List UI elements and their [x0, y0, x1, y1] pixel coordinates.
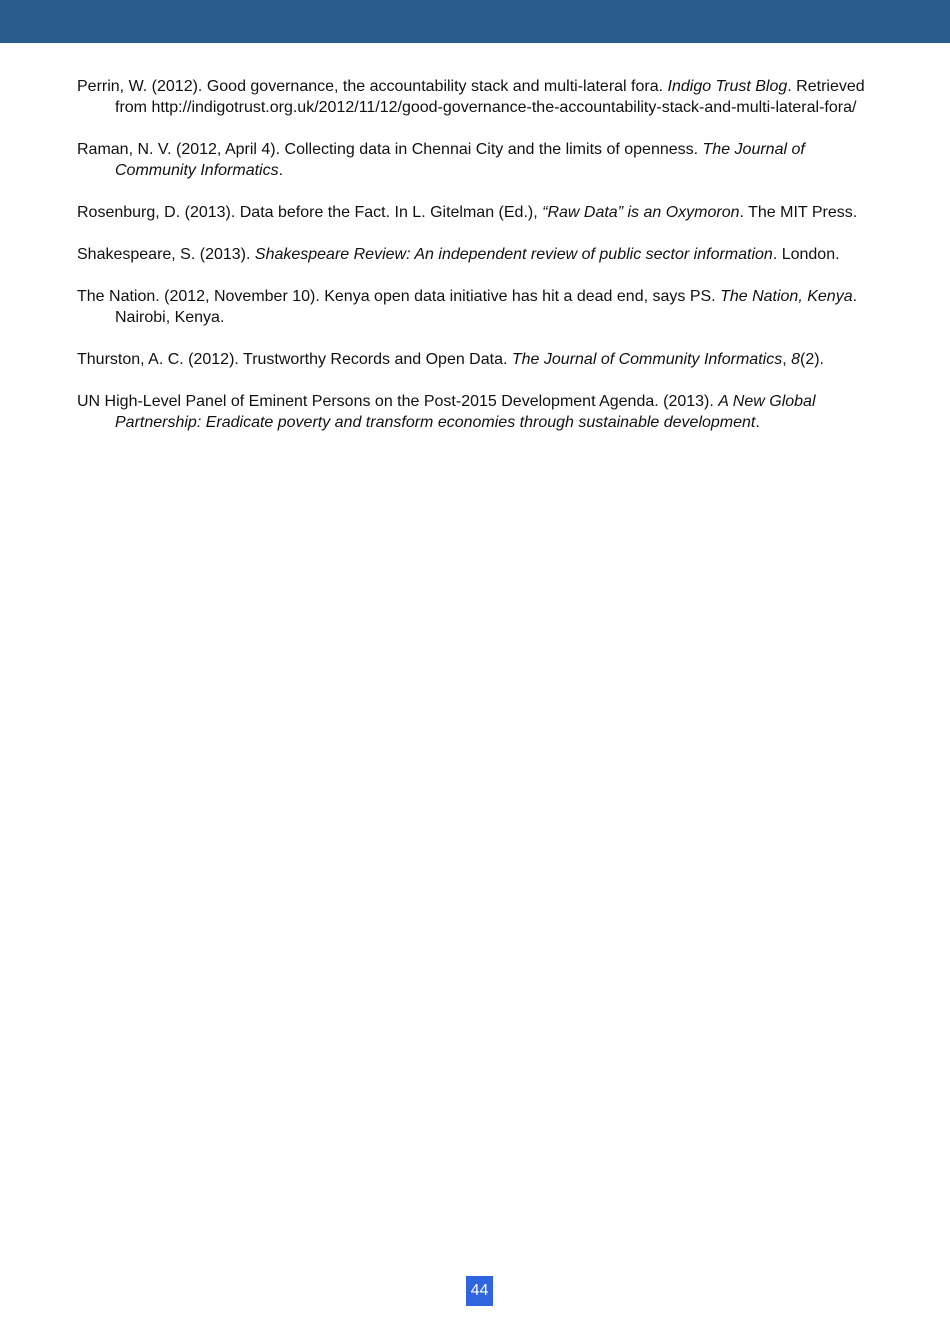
reference-text: , — [782, 351, 792, 368]
reference-text: . Nairobi, Kenya. — [115, 288, 858, 326]
reference-text: Raman, N. V. (2012, April 4). Collecting data in Chennai City and the limits of openness. — [77, 141, 703, 158]
reference-text: Perrin, W. (2012). Good governance, the accountability stack and multi-lateral fora. — [77, 78, 668, 95]
reference-source-title: “Raw Data” is an Oxymoron — [542, 204, 740, 221]
reference-source-title: Shakespeare Review: An independent review of public sector information — [254, 246, 773, 263]
reference-text: The Nation. (2012, November 10). Kenya open data initiative has hit a dead end, says PS. — [77, 288, 721, 305]
reference-the-nation — [77, 286, 877, 328]
reference-volume: 8 — [791, 351, 800, 368]
reference-source-title: A New Global Partnership: Eradicate poverty and transform economies through sustainable development — [115, 393, 816, 431]
reference-source-title: Indigo Trust Blog — [667, 78, 788, 95]
reference-source-title: The Nation, Kenya — [720, 288, 853, 305]
reference-thurston — [77, 349, 877, 370]
reference-source-title: The Journal of Community Informatics — [511, 351, 783, 368]
reference-shakespeare — [77, 244, 877, 265]
reference-text: . London. — [772, 246, 840, 263]
reference-perrin — [77, 76, 877, 118]
reference-text: . Retrieved from http://indigotrust.org.uk/2012/11/12/good-governance-the-accountability-stack-and-multi-lateral-fora/ — [115, 78, 865, 116]
reference-rosenburg — [77, 202, 877, 223]
reference-text: (2). — [800, 351, 824, 368]
reference-text: . — [278, 162, 284, 179]
reference-list — [77, 76, 877, 454]
reference-source-title: The Journal of Community Informatics — [115, 141, 805, 179]
reference-text: Rosenburg, D. (2013). Data before the Fact. In L. Gitelman (Ed.), — [77, 204, 543, 221]
reference-text: Shakespeare, S. (2013). — [77, 246, 255, 263]
reference-un-panel — [77, 391, 877, 433]
reference-raman — [77, 139, 877, 181]
header-band — [0, 0, 950, 43]
reference-text: . The MIT Press. — [739, 204, 858, 221]
reference-text: . — [755, 414, 760, 431]
reference-text: Thurston, A. C. (2012). Trustworthy Records and Open Data. — [77, 351, 512, 368]
page-number: 44 — [466, 1276, 493, 1306]
reference-text: UN High-Level Panel of Eminent Persons on the Post-2015 Development Agenda. (2013). — [77, 393, 719, 410]
